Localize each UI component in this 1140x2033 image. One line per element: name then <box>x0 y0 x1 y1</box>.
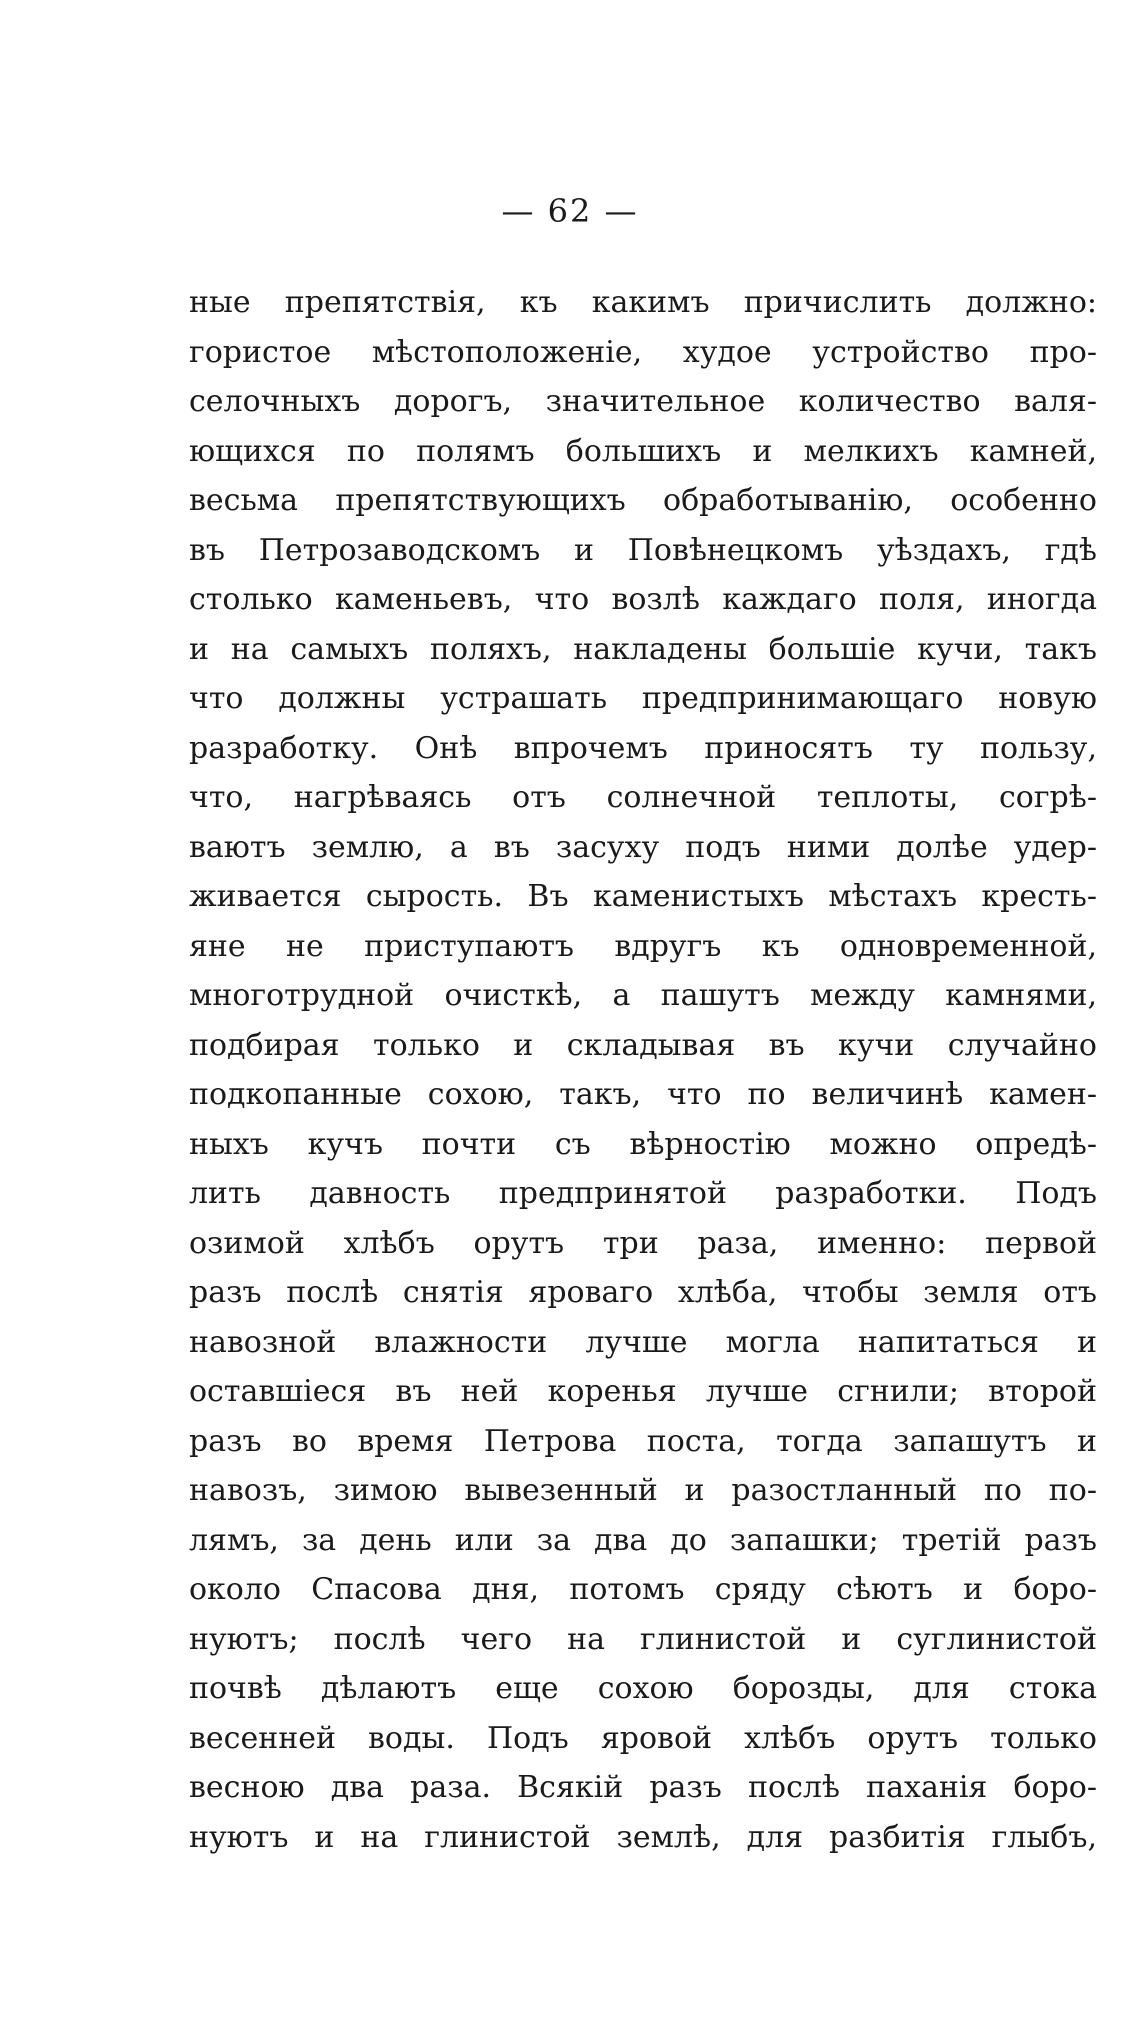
text-line: что, нагрѣваясь отъ солнечной теплоты, согрѣ- <box>189 780 1097 815</box>
text-line: что должны устрашать предпринимающаго новую <box>189 681 1097 716</box>
text-line: лямъ, за день или за два до запашки; третій разъ <box>189 1522 1097 1558</box>
text-line: яне не приступаютъ вдругъ къ одновременной, <box>189 928 1097 964</box>
text-line: многотрудной очисткѣ, а пашутъ между камнями, <box>189 978 1097 1013</box>
text-line: навозъ, зимою вывезенный и разостланный по по- <box>189 1473 1097 1508</box>
text-line: ныхъ кучъ почти съ вѣрностію можно опредѣ- <box>189 1126 1097 1162</box>
text-line: селочныхъ дорогъ, значительное количество валя- <box>189 384 1097 419</box>
text-line: подкопанные сохою, такъ, что по величинѣ камен- <box>189 1077 1097 1112</box>
text-line: ваютъ землю, а въ засуху подъ ними долѣе удер- <box>189 829 1097 865</box>
text-line: разъ во время Петрова поста, тогда запашутъ и <box>189 1423 1097 1459</box>
text-line: нуютъ и на глинистой землѣ, для разбитія глыбъ, <box>189 1819 1097 1855</box>
text-line: оставшіеся въ ней коренья лучше сгнили; второй <box>189 1374 1097 1409</box>
text-line: почвѣ дѣлаютъ еще сохою борозды, для стока <box>189 1671 1097 1706</box>
text-line: разработку. Онѣ впрочемъ приносятъ ту пользу, <box>189 730 1097 766</box>
page-number: — 62 — <box>501 192 639 230</box>
text-line: весьма препятствующихъ обработыванію, особенно <box>189 483 1097 518</box>
text-line: озимой хлѣбъ орутъ три раза, именно: первой <box>189 1225 1097 1261</box>
text-line: и на самыхъ поляхъ, накладены большіе кучи, такъ <box>189 631 1097 667</box>
text-line: лить давность предпринятой разработки. Подъ <box>189 1176 1097 1211</box>
text-line: ные препятствія, къ какимъ причислить должно: <box>189 285 1097 320</box>
text-line: около Спасова дня, потомъ сряду сѣютъ и боро- <box>189 1572 1097 1607</box>
text-line: нуютъ; послѣ чего на глинистой и суглинистой <box>189 1621 1097 1657</box>
text-line: весенней воды. Подъ яровой хлѣбъ орутъ только <box>189 1720 1097 1756</box>
text-line: гористое мѣстоположеніе, худое устройство про- <box>189 334 1097 370</box>
text-line: разъ послѣ снятія яроваго хлѣба, чтобы земля отъ <box>189 1275 1097 1310</box>
text-line: навозной влажности лучше могла напитаться и <box>189 1324 1097 1360</box>
text-line: живается сырость. Въ каменистыхъ мѣстахъ кресть- <box>189 879 1097 914</box>
text-line: весною два раза. Всякій разъ послѣ паханія боро- <box>189 1770 1097 1805</box>
text-line: ющихся по полямъ большихъ и мелкихъ камней, <box>189 433 1097 469</box>
body-text <box>189 278 1097 1862</box>
text-line: подбирая только и складывая въ кучи случайно <box>189 1027 1097 1063</box>
text-line: въ Петрозаводскомъ и Повѣнецкомъ уѣздахъ, гдѣ <box>189 532 1097 568</box>
text-line: столько каменьевъ, что возлѣ каждаго поля, иногда <box>189 582 1097 617</box>
